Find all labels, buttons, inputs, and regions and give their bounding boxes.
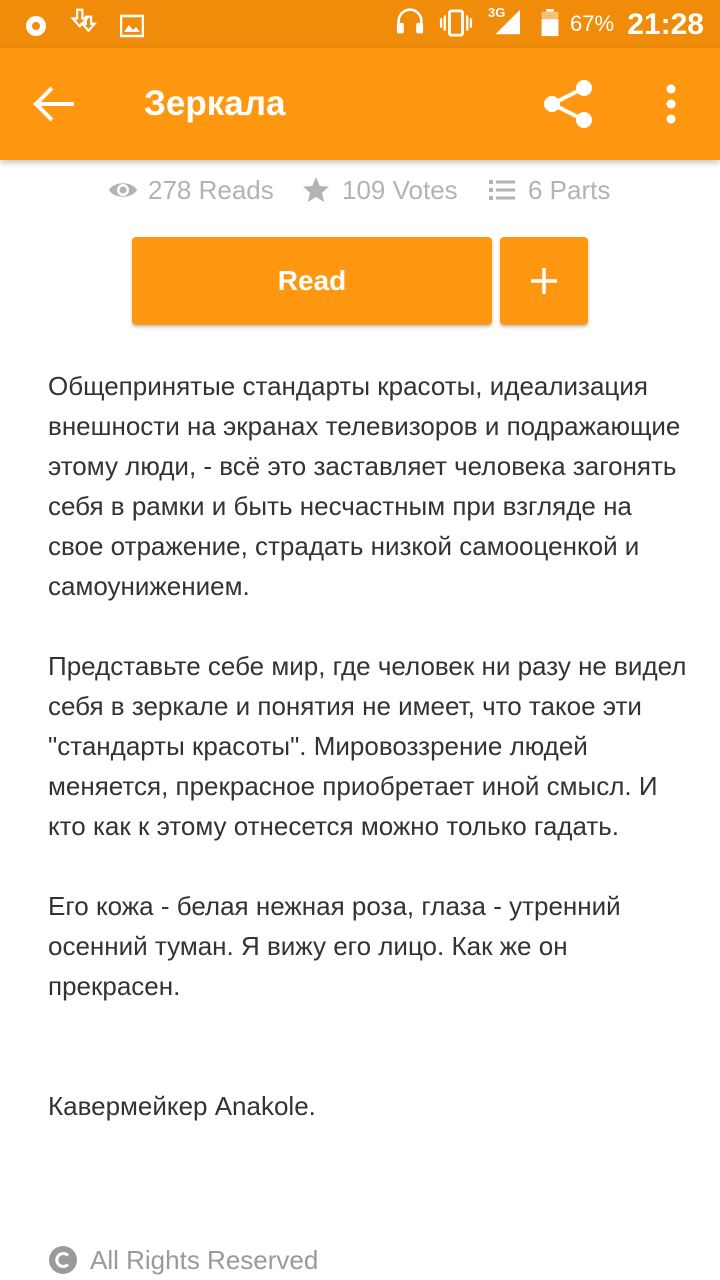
cover-credit: Кавермейкер Anakole. xyxy=(48,1091,316,1121)
network-type-label: 3G xyxy=(488,5,506,20)
description-paragraph: Представьте себе мир, где человек ни разу не видел себя в зеркале и понятия не имеет, что такое эти "стандарты красоты". Мировоззрение людей меняется, прекрасное приобретает иной смысл. И кто как к этому отнесется можно только гадать. xyxy=(48,651,687,841)
headset-icon xyxy=(392,8,428,36)
reads-count: 278 Reads xyxy=(148,175,274,205)
copyright-text: All Rights Reserved xyxy=(90,1245,319,1275)
battery-percent: 67% xyxy=(570,11,615,36)
votes-count: 109 Votes xyxy=(342,175,458,205)
more-vert-icon[interactable] xyxy=(656,82,686,126)
story-description xyxy=(48,366,688,1126)
share-icon[interactable] xyxy=(540,78,596,130)
clock: 21:28 xyxy=(627,8,704,41)
reads-stat xyxy=(108,170,278,210)
vibrate-icon xyxy=(438,9,474,37)
battery-icon xyxy=(540,9,560,37)
eye-icon xyxy=(108,176,138,204)
list-icon xyxy=(488,176,516,204)
image-icon xyxy=(120,12,144,40)
download-icon xyxy=(68,8,102,36)
parts-count: 6 Parts xyxy=(528,175,611,205)
status-bar xyxy=(0,0,720,48)
votes-stat xyxy=(302,170,472,210)
page-title: Зеркала xyxy=(144,84,286,123)
description-paragraph: Его кожа - белая нежная роза, глаза - утренний осенний туман. Я вижу его лицо. Как же он прекрасен. xyxy=(48,891,621,1001)
parts-stat xyxy=(488,170,628,210)
star-icon xyxy=(302,176,330,204)
app-bar xyxy=(0,48,720,160)
add-to-library-button[interactable] xyxy=(500,237,588,325)
copyright-icon xyxy=(48,1245,78,1275)
description-paragraph: Общепринятые стандарты красоты, идеализация внешности на экранах телевизоров и подражающие этому люди, - всё это заставляет человека загонять себя в рамки и быть несчастным при взгляде на свое отражение, страдать низкой самооценкой и самоунижением. xyxy=(48,371,681,601)
target-icon xyxy=(24,12,48,40)
copyright-notice xyxy=(48,1240,548,1280)
arrow-back-icon[interactable] xyxy=(30,82,80,126)
read-button[interactable]: Read xyxy=(132,237,492,325)
plus-icon xyxy=(530,267,558,295)
story-stats xyxy=(0,170,720,210)
